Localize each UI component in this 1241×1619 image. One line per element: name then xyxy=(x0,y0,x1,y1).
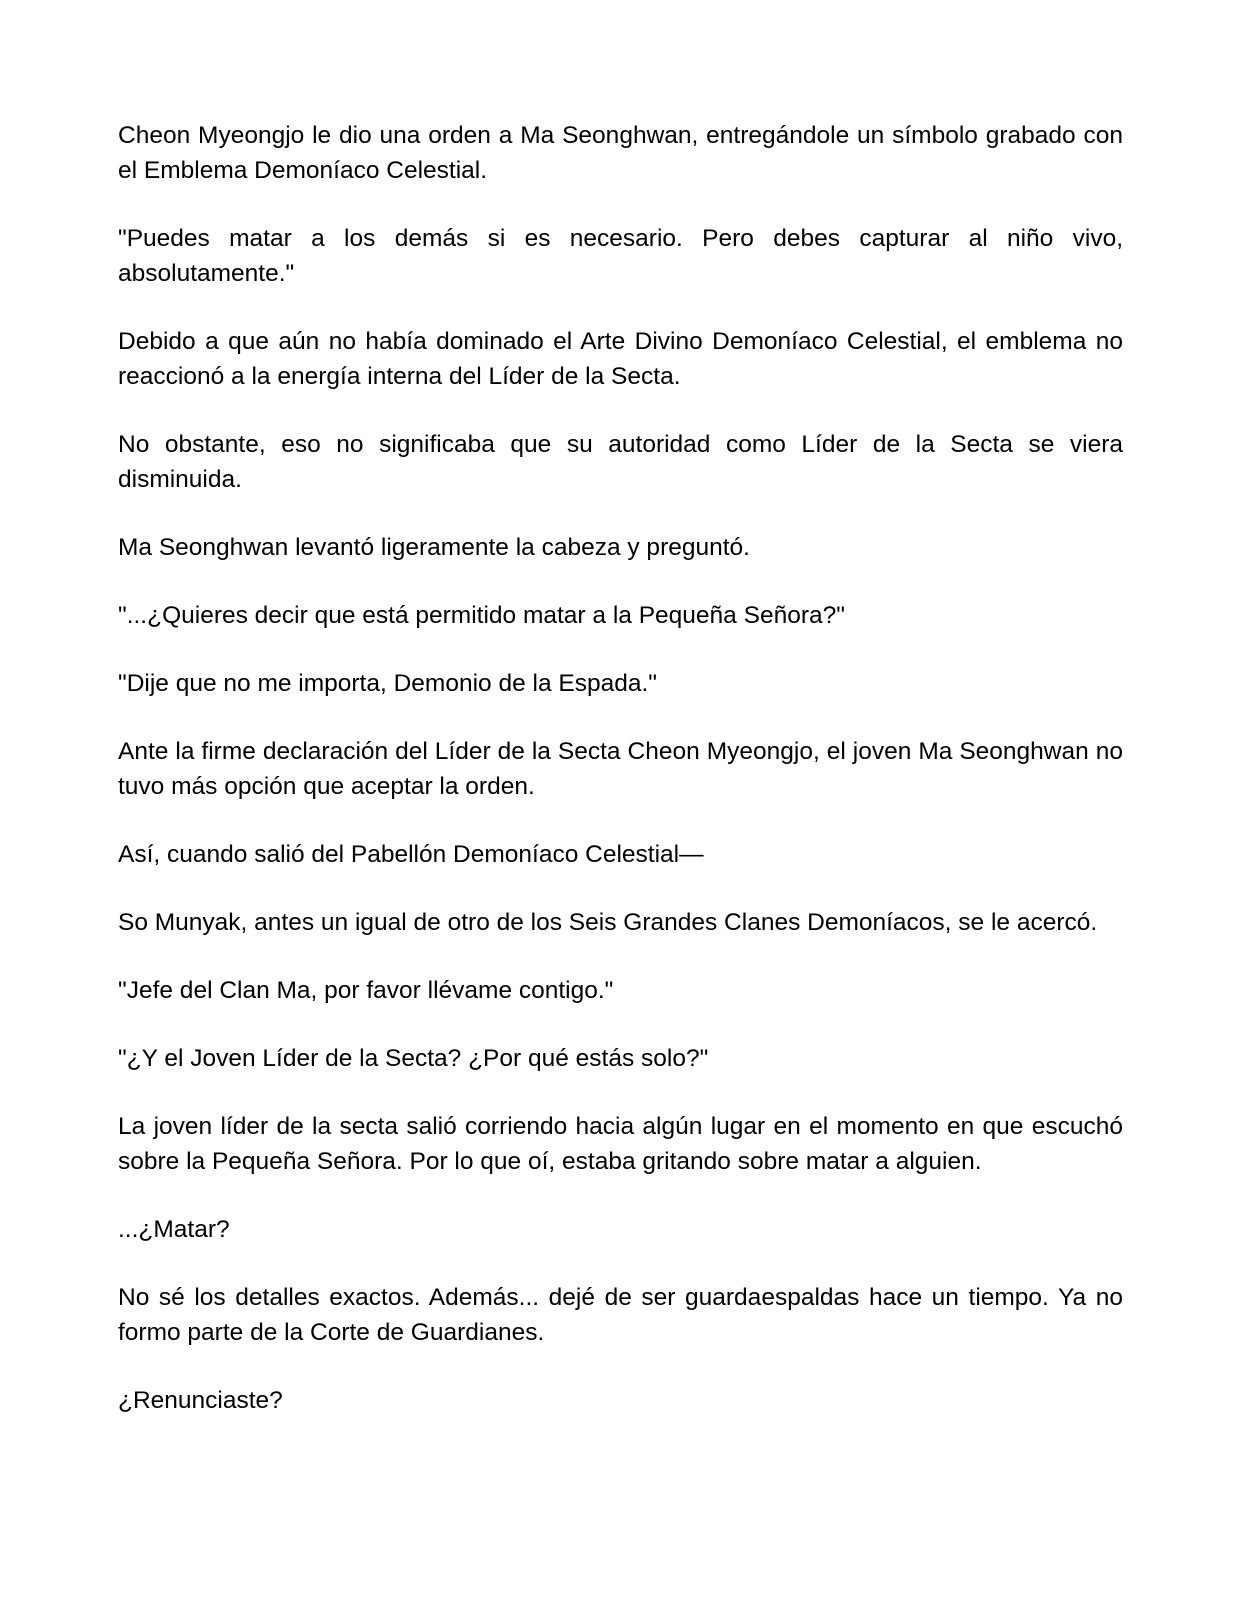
paragraph: ¿Renunciaste? xyxy=(118,1387,283,1414)
document-body xyxy=(118,118,1123,1451)
paragraph: No obstante, eso no significaba que su autoridad como Líder de la Secta se viera disminuida. xyxy=(118,431,1123,493)
paragraph: Cheon Myeongjo le dio una orden a Ma Seonghwan, entregándole un símbolo grabado con el Emblema Demoníaco Celestial. xyxy=(118,122,1123,184)
paragraph: "...¿Quieres decir que está permitido matar a la Pequeña Señora?" xyxy=(118,602,845,629)
paragraph: ...¿Matar? xyxy=(118,1216,230,1243)
paragraph: "Jefe del Clan Ma, por favor llévame contigo." xyxy=(118,977,614,1004)
paragraph: "Puedes matar a los demás si es necesario. Pero debes capturar al niño vivo, absolutamente." xyxy=(118,225,1123,287)
paragraph: Así, cuando salió del Pabellón Demoníaco Celestial— xyxy=(118,841,704,868)
paragraph: La joven líder de la secta salió corriendo hacia algún lugar en el momento en que escuchó sobre la Pequeña Señora. Por lo que oí, estaba gritando sobre matar a alguien. xyxy=(118,1113,1123,1175)
paragraph: Ante la firme declaración del Líder de la Secta Cheon Myeongjo, el joven Ma Seonghwan no tuvo más opción que aceptar la orden. xyxy=(118,738,1123,800)
paragraph: No sé los detalles exactos. Además... dejé de ser guardaespaldas hace un tiempo. Ya no formo parte de la Corte de Guardianes. xyxy=(118,1284,1123,1346)
paragraph: So Munyak, antes un igual de otro de los Seis Grandes Clanes Demoníacos, se le acercó. xyxy=(118,909,1098,936)
paragraph: "Dije que no me importa, Demonio de la Espada." xyxy=(118,670,657,697)
paragraph: Ma Seonghwan levantó ligeramente la cabeza y preguntó. xyxy=(118,534,750,561)
paragraph: Debido a que aún no había dominado el Arte Divino Demoníaco Celestial, el emblema no reaccionó a la energía interna del Líder de la Secta. xyxy=(118,328,1123,390)
paragraph: "¿Y el Joven Líder de la Secta? ¿Por qué estás solo?" xyxy=(118,1045,709,1072)
